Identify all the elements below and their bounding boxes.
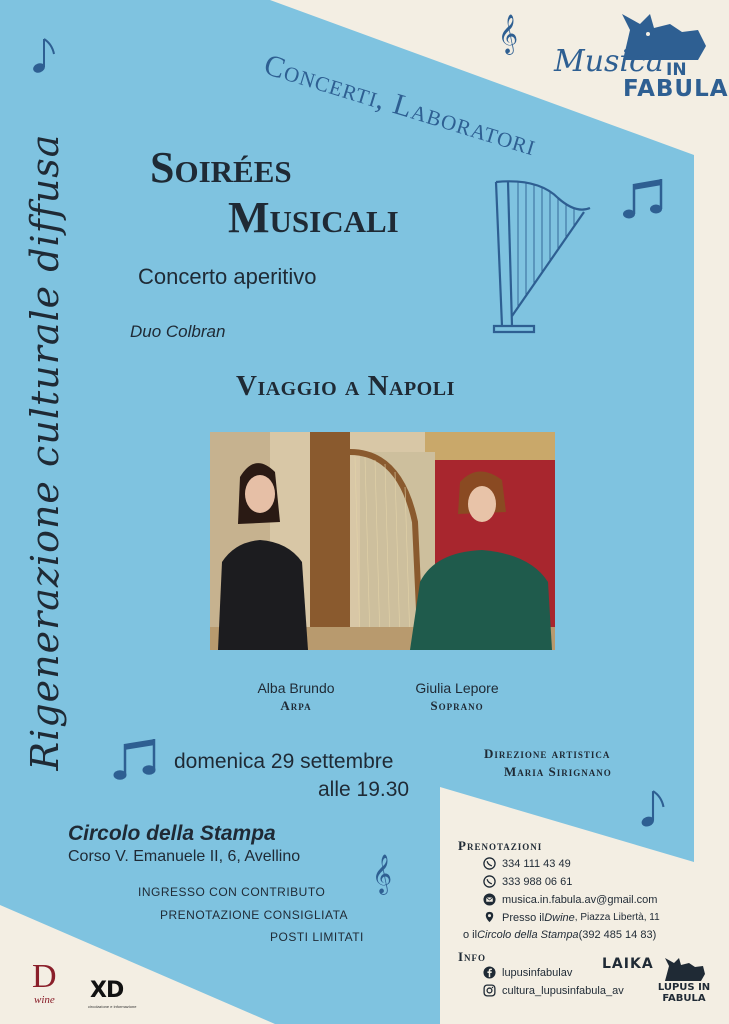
alt-phone[interactable]: (392 485 14 83) [578, 929, 657, 941]
whatsapp-icon [483, 875, 496, 888]
xd-logo: XD [90, 978, 124, 1003]
artist-name: Alba Brundo [257, 680, 335, 696]
contact-alternative [463, 929, 656, 941]
treble-clef-icon: 𝄞 [498, 14, 519, 54]
phone-number[interactable]: 333 988 06 61 [502, 875, 573, 888]
treble-clef-icon: 𝄞 [372, 854, 393, 894]
contact-location [483, 911, 660, 924]
instagram-handle[interactable]: cultura_lupusinfabula_av [502, 984, 624, 997]
performer-name: Duo Colbran [130, 322, 226, 341]
reservations-heading: Prenotazioni [458, 838, 543, 853]
notice-reservation: PRENOTAZIONE CONSIGLIATA [160, 908, 349, 922]
facebook-handle[interactable]: lupusinfabulav [502, 966, 573, 979]
facebook-icon [483, 966, 496, 979]
logo-fabula-text: FABULA [623, 76, 729, 102]
header-banner: Concerti, Laboratori [260, 48, 541, 163]
notice-limited-seats: POSTI LIMITATI [270, 930, 364, 944]
venue-name: Circolo della Stampa [68, 822, 276, 845]
instagram-icon [483, 984, 496, 997]
alt-prefix: o il [463, 929, 478, 941]
contact-facebook [483, 966, 572, 979]
dwine-logo-word: wine [34, 994, 55, 1006]
event-time: alle 19.30 [318, 778, 410, 801]
xd-logo-subtitle: circolazione e informazione [88, 1004, 137, 1009]
location-prefix: Presso il [502, 911, 545, 924]
direction-name: Maria Sirignano [504, 764, 612, 779]
performers-photo [210, 432, 555, 650]
contact-phone-1 [483, 857, 571, 870]
title-line-2: Musicali [228, 193, 399, 242]
subtitle: Concerto aperitivo [138, 264, 317, 289]
info-heading: Info [458, 949, 487, 964]
direction-label: Direzione artistica [484, 746, 611, 761]
contact-phone-2 [483, 875, 572, 888]
lupus-logo-line-1: LUPUS IN [657, 982, 711, 993]
performers-photo-illustration [210, 432, 555, 650]
program-title: Viaggio a Napoli [236, 370, 455, 402]
artist-name: Giulia Lepore [415, 680, 499, 696]
event-date: domenica 29 settembre [174, 750, 394, 773]
artist-role: Arpa [280, 698, 312, 713]
location-name: Dwine [544, 911, 575, 924]
title-line-1: Soirées [150, 143, 292, 192]
musica-in-fabula-logo [548, 10, 729, 105]
vertical-tagline: Rigenerazione culturale diffusa [23, 133, 67, 771]
email-icon [483, 893, 496, 906]
dwine-logo-mark: D [32, 958, 57, 995]
laika-logo: LAIKA [602, 956, 654, 972]
beamed-notes-icon [622, 176, 666, 222]
location-address: , Piazza Libertà, 11 [574, 912, 660, 923]
eighth-note-icon [640, 788, 666, 830]
harp-icon [488, 176, 596, 336]
whatsapp-icon [483, 857, 496, 870]
notice-contribution: INGRESSO CON CONTRIBUTO [138, 885, 326, 899]
email-address[interactable]: musica.in.fabula.av@gmail.com [502, 893, 658, 906]
wolf-logo-icon [662, 956, 706, 982]
logo-script-text: Musica [554, 44, 664, 79]
lupus-logo-line-2: FABULA [662, 993, 706, 1004]
location-pin-icon [483, 911, 496, 924]
artist-role: Soprano [430, 698, 484, 713]
eighth-note-icon [32, 36, 56, 76]
alt-venue-name: Circolo della Stampa [477, 929, 579, 941]
beamed-notes-icon [112, 736, 160, 784]
logo-in-text: IN [666, 60, 687, 80]
contact-email [483, 893, 657, 906]
phone-number[interactable]: 334 111 43 49 [502, 857, 571, 870]
venue-address: Corso V. Emanuele II, 6, Avellino [68, 848, 301, 865]
contact-instagram [483, 984, 624, 997]
